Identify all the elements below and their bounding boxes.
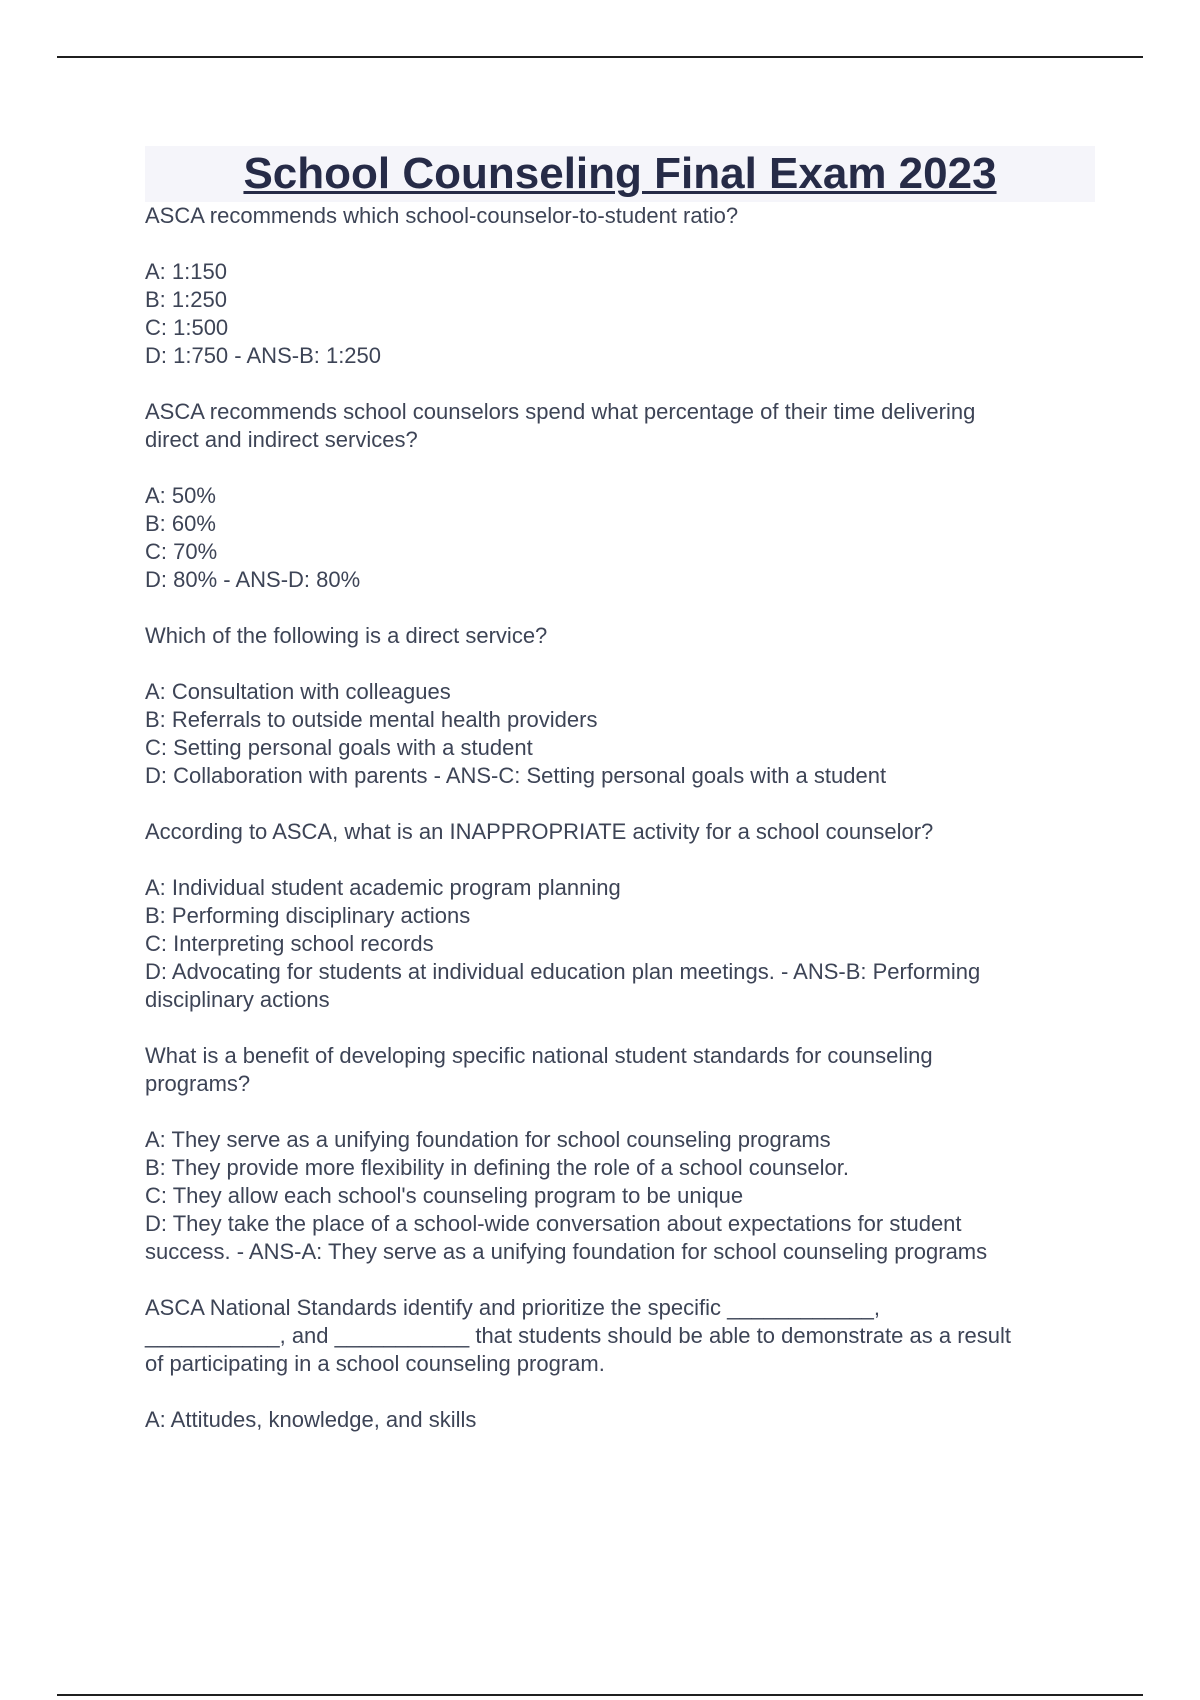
question-4 [145,818,1095,846]
question-2-option-b: B: 60% [145,511,216,536]
question-2-prompt-line-1: ASCA recommends school counselors spend what percentage of their time delivering [145,399,976,424]
question-4-option-c: C: Interpreting school records [145,931,434,956]
question-1-prompt-line-1: ASCA recommends which school-counselor-to-student ratio? [145,203,739,228]
question-1-option-a: A: 1:150 [145,259,227,284]
question-6-prompt-line-1: ASCA National Standards identify and prioritize the specific ____________, [145,1295,881,1320]
question-1-option-d-answer: D: 1:750 - ANS-B: 1:250 [145,343,382,368]
question-5-option-c: C: They allow each school's counseling program to be unique [145,1183,744,1208]
page-title: School Counseling Final Exam 2023 [243,149,997,198]
bottom-rule [57,1694,1143,1696]
question-3-options [145,678,1095,790]
question-3 [145,622,1095,650]
question-1-option-b: B: 1:250 [145,287,227,312]
question-4-prompt-line-1: According to ASCA, what is an INAPPROPRIATE activity for a school counselor? [145,819,934,844]
question-6-options [145,1406,1095,1434]
question-6-prompt-line-3: of participating in a school counseling program. [145,1351,605,1376]
question-4-option-a: A: Individual student academic program planning [145,875,621,900]
question-2-prompt-line-2: direct and indirect services? [145,427,418,452]
question-4-answer-continued: disciplinary actions [145,987,330,1012]
question-3-option-c: C: Setting personal goals with a student [145,735,533,760]
question-1 [145,202,1095,230]
question-6 [145,1294,1095,1378]
question-4-options [145,874,1095,1014]
question-2 [145,398,1095,454]
question-5-prompt-line-1: What is a benefit of developing specific national student standards for counseling [145,1043,933,1068]
question-2-option-c: C: 70% [145,539,218,564]
question-3-prompt-line-1: Which of the following is a direct service? [145,623,548,648]
question-3-option-d-answer: D: Collaboration with parents - ANS-C: Setting personal goals with a student [145,763,887,788]
question-3-option-a: A: Consultation with colleagues [145,679,451,704]
question-5-option-b: B: They provide more flexibility in defining the role of a school counselor. [145,1155,849,1180]
top-rule [57,56,1143,58]
question-1-options [145,258,1095,370]
question-5-options [145,1126,1095,1266]
question-5-option-a: A: They serve as a unifying foundation for school counseling programs [145,1127,831,1152]
question-2-option-a: A: 50% [145,483,216,508]
question-2-option-d-answer: D: 80% - ANS-D: 80% [145,567,361,592]
question-3-option-b: B: Referrals to outside mental health providers [145,707,598,732]
question-5-option-d: D: They take the place of a school-wide conversation about expectations for student [145,1211,962,1236]
question-2-options [145,482,1095,594]
question-5-answer-continued: success. - ANS-A: They serve as a unifying foundation for school counseling programs [145,1239,988,1264]
question-4-option-b: B: Performing disciplinary actions [145,903,471,928]
document-body [145,146,1095,1434]
question-4-option-d-answer: D: Advocating for students at individual education plan meetings. - ANS-B: Performing [145,959,981,984]
question-1-option-c: C: 1:500 [145,315,229,340]
question-6-prompt-line-2: ___________, and ___________ that students should be able to demonstrate as a result [145,1323,1012,1348]
question-5 [145,1042,1095,1098]
question-5-prompt-line-2: programs? [145,1071,251,1096]
title-band [145,146,1095,202]
question-6-option-a: A: Attitudes, knowledge, and skills [145,1407,477,1432]
